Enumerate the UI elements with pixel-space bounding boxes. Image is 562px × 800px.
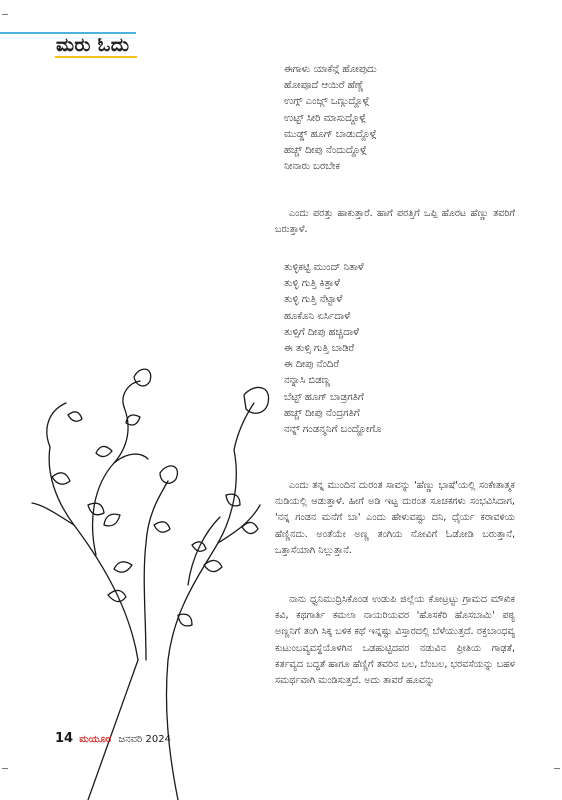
poem-line: ನನ್ನಾಸಿ ಬಿಡಣ್ಣ [284, 375, 331, 387]
poem-line: ಈ ತುಳ್ಸಿ ಗುತ್ತಿ ಬಾಡಿರೆ [284, 343, 355, 355]
page-footer [55, 731, 171, 746]
poem-line: ಉಟ್ಟ್ ಸೀರಿ ಮಾಸುದ್ದೊಳ್ಗೆ [284, 112, 366, 124]
poem-line: ಬೆಟ್ಟ್ ಹೂಗ್ ಬಾಡ್ರಗತಿಗೆ [284, 391, 364, 403]
poem-line: ತುಳ್ಸಿಗೆ ದೀಪು ಹಚ್ಚಿದಾಳೆ [284, 326, 359, 338]
poem-line: ಮುಡ್ಡ್ ಹೂಗ್ ಬಾಡುದ್ದೊಳ್ಗೆ [284, 128, 377, 140]
poem-line: ಈಗಾಳು ಯಾಕೆನ್ಗೆ ಹೋಪುದು [284, 64, 377, 75]
poem-line: ತುಳ್ಳಿ ಗುತ್ತಿ ನೆಟ್ಟಾಳೆ [284, 294, 343, 306]
paragraph-text: ಎಂದು ತನ್ನ ಮುಂದಿನ ದುರಂತ ಸಾವನ್ನು 'ಹೆಣ್ಣು ಭಾಷೆ'ಯಲ್ಲಿ ಸಂಕೇತಾತ್ಮಕ ನುಡಿಯಲ್ಲಿ ಆಡುತ್ತಾಳೆ. ಹೀಗೆ ಅಡಿ ಇಟ್ಟ ದುರಂತ ಸೂಚಕಗಳು ಸಂಭವಿಸಿದಾಗ, 'ನನ್ನ ಗಂಡನ ಮನೆಗೆ ಬಾ' ಎಂದು ಹೇಳುವಷ್ಟು ದನಿ, ಧೈರ್ಯ ಕರಾವಳಿಯ ಹೆಣ್ಣಿನದು. ಅಂತೆಯೇ ಅಣ್ಣ ತಂಗಿಯ ನೋವಿಗೆ ಓಡೋಡಿ ಬರುತ್ತಾನೆ, ಒತ್ತಾಸೆಯಾಗಿ ನಿಲ್ಲುತ್ತಾನೆ. [275, 480, 515, 556]
poem-line: ನೀನಾರು ಬರಬೇಕ [284, 161, 340, 173]
crop-mark [554, 768, 560, 769]
poem-stanza-2 [284, 260, 382, 438]
poem-line: ಹೋಪೂದೆ ಆಯಿರೆ ಹೆಣ್ಣೆ [284, 80, 364, 92]
paragraph-text: ಎಂದು ಪರತ್ತು ಹಾಕುತ್ತಾರೆ. ಹಾಗೆ ಪರತ್ತಿಗೆ ಒಪ್ಪಿ ಹೊರಟ ಹೆಣ್ಣು ತವರಿಗೆ ಬರುತ್ತಾಳೆ. [275, 208, 515, 236]
poem-line: ತುಳ್ಳಿ ಗುತ್ತಿ ಕಿತ್ತಾಳೆ [284, 278, 340, 290]
paragraph-2 [275, 478, 515, 559]
poem-line: ಹೂಕೊನಿ ಏರ್ಸಿದಾಳೆ [284, 310, 351, 322]
poem-line: ಈ ದೀಪು ನೆಂದಿರೆ [284, 359, 340, 371]
poem-stanza-1 [284, 62, 377, 175]
poem-line: ಹಚ್ಚ್ ದೀಪು ನೆಂದುದ್ದೊಳ್ಗೆ [284, 145, 367, 157]
crop-mark [2, 14, 8, 15]
poem-line: ಉಗ್ಗ್ ಎಂಜ್ಲ್ ಒಣ್ಗುದ್ದೊಳ್ಗೆ [284, 96, 369, 108]
crop-mark [2, 768, 8, 769]
paragraph-text: ನಾನು ಧ್ವನಿಮುದ್ರಿಸಿಕೊಂಡ ಉಡುಪಿ ಜಿಲ್ಲೆಯ ಕೋಟ್ರಟ್ಟು ಗ್ರಾಮದ ಮೌಖಿಕ ಕವಿ, ಕಥಗಾರ್ತಿ ಕಮಲಾ ನಾಯರಿಯವರ 'ಹೊಸಕೆರಿ ಹೊಸಬಾಮಿ' ಪಠ್ಯ ಅಣ್ಣನಿಗೆ ತಂಗಿ ಸಿಕ್ಕ ಬಳಿಕ ಕಥೆ ಇನ್ನಷ್ಟು ವಿಸ್ತಾರದಲ್ಲಿ ಬೆಳೆಯುತ್ತದೆ. ರಕ್ತಬಾಂಧವ್ಯ ಕುಟುಂಬವ್ಯವಸ್ಥೆಯೊಳಗಿನ ಒಡಹುಟ್ಟಿದವರ ನಡುವಿನ ಪ್ರೀತಿಯ ಗಾಢತೆ, ಕರ್ತವ್ಯದ ಬದ್ಧತೆ ಹಾಗೂ ಹೆಣ್ಣಿಗೆ ತವರಿನ ಬಲ, ಬೆಂಬಲ, ಭರವಸೆಯನ್ನು ಬಹಳ ಸಮರ್ಥವಾಗಿ ಮಂಡಿಸುತ್ತದೆ. ಅದು ತಾವರೆ ಹೂವನ್ನು [275, 594, 515, 687]
magazine-logo: ಮಯೂರ [79, 734, 112, 745]
header-rule-yellow [55, 56, 137, 58]
section-title: ಮರು ಓದು [56, 34, 130, 56]
poem-line: ತುಳ್ಳಿಕಟ್ಟಿ ಮುಂದ್ ನಿತಾಳೆ [284, 262, 364, 273]
poem-line: ನನ್ನ್ ಗಂಡನ್ಮನಿಗೆ ಬಂದ್ಹೋಗೊ [284, 424, 382, 436]
page-number: 14 [55, 731, 74, 746]
paragraph-3 [275, 592, 515, 689]
issue-date: ಜನವರಿ 2024 [118, 734, 171, 745]
paragraph-1 [275, 206, 515, 238]
poem-line: ಹಚ್ಚ್ ದೀಪು ನೆಂದ್ರಗತಿಗೆ [284, 407, 360, 419]
